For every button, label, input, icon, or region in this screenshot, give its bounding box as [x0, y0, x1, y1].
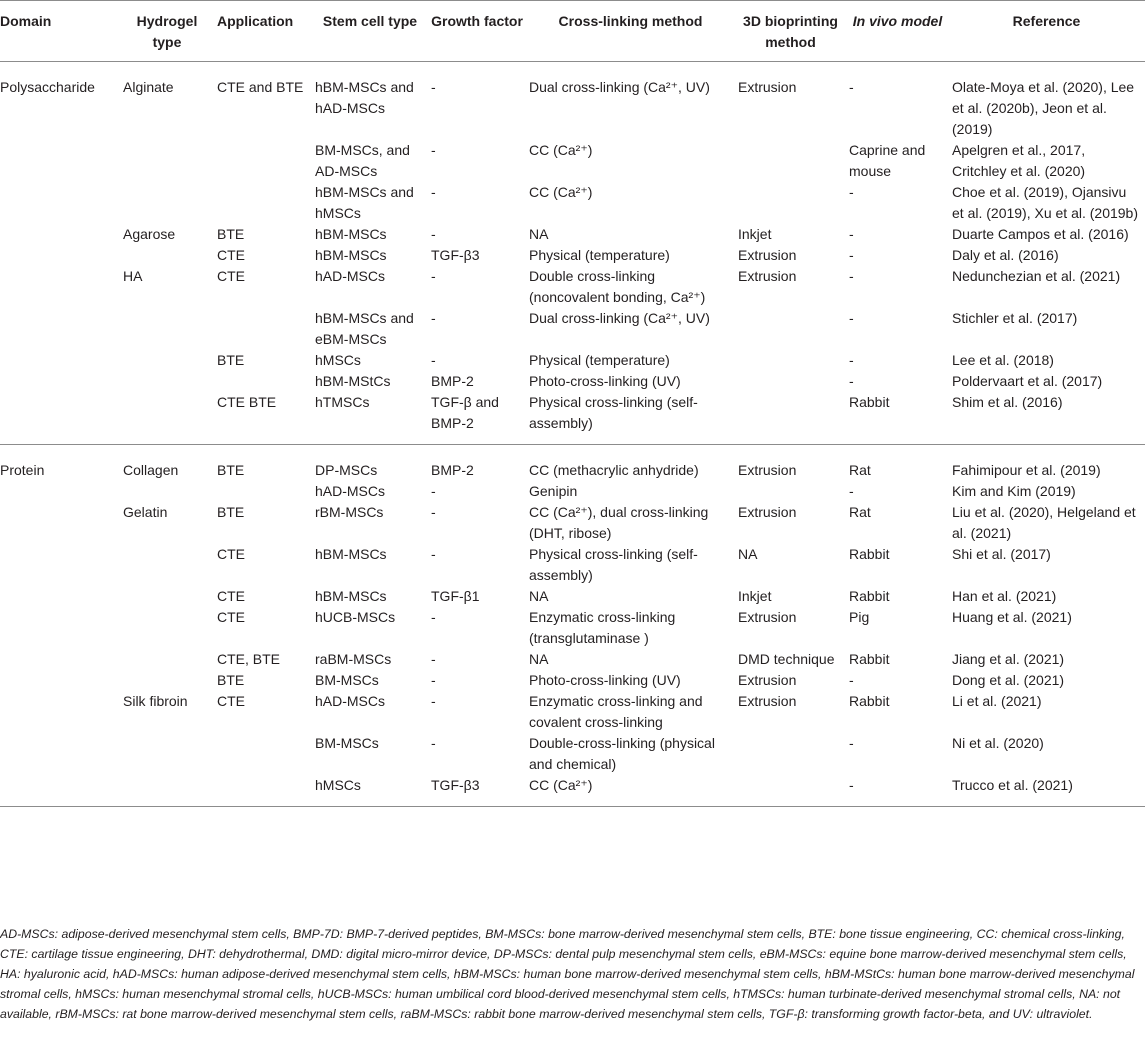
cell-hydrogel-type [121, 775, 215, 807]
cell-cross-linking-method: CC (Ca²⁺) [529, 777, 593, 793]
cell-growth-factor: - [431, 672, 436, 688]
cell-growth-factor: TGF-β1 [431, 588, 480, 604]
cell-growth-factor: - [431, 268, 436, 284]
cell-stem-cell-type: hBM-MSCs [315, 546, 387, 562]
cell-reference: Liu et al. (2020), Helgeland et al. (2021) [952, 504, 1136, 541]
table-row [0, 691, 1145, 733]
cell-stem-cell-type: BM-MSCs [315, 672, 379, 688]
cell-growth-factor: BMP-2 [431, 462, 474, 478]
cell-in-vivo-model: - [849, 672, 854, 688]
cell-hydrogel-type: Agarose [123, 226, 176, 242]
cell-bioprinting-method: DMD technique [738, 651, 835, 667]
cell-hydrogel-type [121, 350, 215, 371]
cell-domain [0, 607, 121, 649]
cell-domain [0, 586, 121, 607]
cell-bioprinting-method: Extrusion [738, 609, 797, 625]
cell-bioprinting-method: Inkjet [738, 226, 772, 242]
cell-bioprinting-method: Extrusion [738, 79, 797, 95]
cell-reference: Duarte Campos et al. (2016) [952, 226, 1129, 242]
table-row [0, 544, 1145, 586]
cell-cross-linking-method: Dual cross-linking (Ca²⁺, UV) [529, 310, 710, 326]
cell-cross-linking-method: Genipin [529, 483, 578, 499]
cell-stem-cell-type: hAD-MSCs [315, 483, 386, 499]
cell-stem-cell-type: hAD-MSCs [315, 268, 386, 284]
cell-hydrogel-type [121, 182, 215, 224]
cell-in-vivo-model: Rabbit [849, 546, 890, 562]
cell-stem-cell-type: hBM-MSCs [315, 226, 387, 242]
cell-domain [0, 670, 121, 691]
cell-domain [0, 308, 121, 350]
cell-application [215, 308, 313, 350]
table-row [0, 245, 1145, 266]
cell-bioprinting-method: Extrusion [738, 462, 797, 478]
cell-stem-cell-type: hBM-MSCs and hMSCs [315, 184, 414, 221]
cell-in-vivo-model: - [849, 79, 854, 95]
cell-growth-factor: - [431, 483, 436, 499]
cell-domain [0, 502, 121, 544]
cell-bioprinting-method [736, 775, 847, 807]
cell-stem-cell-type: raBM-MSCs [315, 651, 392, 667]
cell-growth-factor: BMP-2 [431, 373, 474, 389]
cell-growth-factor: - [431, 693, 436, 709]
cell-cross-linking-method: Physical (temperature) [529, 247, 670, 263]
cell-application: CTE [217, 268, 245, 284]
cell-application: BTE [217, 672, 245, 688]
cell-cross-linking-method: CC (Ca²⁺), dual cross-linking (DHT, ribose) [529, 504, 709, 541]
cell-cross-linking-method: NA [529, 226, 549, 242]
table-row [0, 733, 1145, 775]
cell-reference: Shi et al. (2017) [952, 546, 1051, 562]
cell-reference: Nedunchezian et al. (2021) [952, 268, 1121, 284]
cell-in-vivo-model: - [849, 226, 854, 242]
cell-reference: Jiang et al. (2021) [952, 651, 1065, 667]
cell-growth-factor: - [431, 184, 436, 200]
cell-hydrogel-type [121, 481, 215, 502]
cell-reference: Daly et al. (2016) [952, 247, 1059, 263]
cell-cross-linking-method: Enzymatic cross-linking and covalent cross-linking [529, 693, 703, 730]
cell-reference: Choe et al. (2019), Ojansivu et al. (2019), Xu et al. (2019b) [952, 184, 1138, 221]
cell-stem-cell-type: hTMSCs [315, 394, 370, 410]
cell-reference: Li et al. (2021) [952, 693, 1042, 709]
cell-domain [0, 140, 121, 182]
table-row [0, 481, 1145, 502]
cell-hydrogel-type [121, 245, 215, 266]
cell-reference: Ni et al. (2020) [952, 735, 1044, 751]
cell-bioprinting-method [736, 481, 847, 502]
cell-hydrogel-type [121, 308, 215, 350]
cell-domain [0, 392, 121, 445]
cell-bioprinting-method [736, 308, 847, 350]
cell-reference: Apelgren et al., 2017, Critchley et al. (2020) [952, 142, 1086, 179]
cell-in-vivo-model: - [849, 268, 854, 284]
cell-domain [0, 266, 121, 308]
cell-cross-linking-method: Photo-cross-linking (UV) [529, 373, 681, 389]
cell-stem-cell-type: hMSCs [315, 352, 361, 368]
cell-bioprinting-method: Inkjet [738, 588, 772, 604]
cell-domain [0, 371, 121, 392]
cell-in-vivo-model: Rat [849, 462, 871, 478]
table-row [0, 182, 1145, 224]
cell-application [215, 775, 313, 807]
cell-in-vivo-model: Rat [849, 504, 871, 520]
cell-stem-cell-type: hMSCs [315, 777, 361, 793]
cell-domain [0, 691, 121, 733]
cell-hydrogel-type: Silk fibroin [123, 693, 188, 709]
cell-cross-linking-method: Enzymatic cross-linking (transglutaminase ) [529, 609, 676, 646]
header-cross-linking-method: Cross-linking method [558, 13, 703, 29]
cell-in-vivo-model: Pig [849, 609, 870, 625]
cell-stem-cell-type: DP-MSCs [315, 462, 378, 478]
cell-cross-linking-method: Physical (temperature) [529, 352, 670, 368]
table-row [0, 586, 1145, 607]
cell-reference: Shim et al. (2016) [952, 394, 1063, 410]
cell-in-vivo-model: - [849, 373, 854, 389]
cell-stem-cell-type: hAD-MSCs [315, 693, 386, 709]
cell-bioprinting-method [736, 392, 847, 445]
cell-stem-cell-type: hBM-MStCs [315, 373, 391, 389]
cell-application: CTE [217, 247, 245, 263]
table-row [0, 308, 1145, 350]
cell-in-vivo-model: Rabbit [849, 588, 890, 604]
cell-reference: Han et al. (2021) [952, 588, 1057, 604]
header-in-vivo-model: In vivo model [852, 13, 943, 29]
cell-hydrogel-type [121, 586, 215, 607]
cell-reference: Kim and Kim (2019) [952, 483, 1076, 499]
table-row [0, 445, 1145, 482]
cell-bioprinting-method: NA [738, 546, 758, 562]
cell-domain [0, 544, 121, 586]
cell-stem-cell-type: BM-MSCs [315, 735, 379, 751]
cell-in-vivo-model: - [849, 735, 854, 751]
table-row [0, 62, 1145, 141]
cell-application: BTE [217, 226, 245, 242]
cell-application: CTE [217, 609, 245, 625]
cell-growth-factor: - [431, 609, 436, 625]
table-body [0, 62, 1145, 807]
header-bioprinting-method: 3D bioprinting method [743, 13, 838, 50]
header-domain: Domain [0, 13, 52, 29]
cell-in-vivo-model: Rabbit [849, 693, 890, 709]
cell-cross-linking-method: Double cross-linking (noncovalent bonding, Ca²⁺) [529, 268, 706, 305]
cell-domain [0, 224, 121, 245]
cell-application: CTE [217, 693, 245, 709]
cell-stem-cell-type: hBM-MSCs [315, 588, 387, 604]
cell-cross-linking-method: Photo-cross-linking (UV) [529, 672, 681, 688]
cell-reference: Stichler et al. (2017) [952, 310, 1078, 326]
cell-hydrogel-type [121, 392, 215, 445]
cell-application: CTE and BTE [217, 79, 304, 95]
cell-application: CTE [217, 588, 245, 604]
cell-growth-factor: - [431, 142, 436, 158]
cell-application [215, 140, 313, 182]
cell-domain: Polysaccharide [0, 79, 95, 95]
cell-hydrogel-type: Collagen [123, 462, 179, 478]
cell-growth-factor: - [431, 504, 436, 520]
cell-reference: Huang et al. (2021) [952, 609, 1072, 625]
cell-domain [0, 245, 121, 266]
cell-growth-factor: - [431, 546, 436, 562]
table-row [0, 371, 1145, 392]
cell-domain: Protein [0, 462, 45, 478]
cell-stem-cell-type: hBM-MSCs and eBM-MSCs [315, 310, 414, 347]
cell-application: CTE [217, 546, 245, 562]
cell-application: BTE [217, 462, 245, 478]
cell-bioprinting-method: Extrusion [738, 247, 797, 263]
cell-growth-factor: TGF-β and BMP-2 [431, 394, 499, 431]
cell-reference: Lee et al. (2018) [952, 352, 1054, 368]
cell-domain [0, 350, 121, 371]
cell-stem-cell-type: hBM-MSCs [315, 247, 387, 263]
cell-application: BTE [217, 504, 245, 520]
cell-application [215, 371, 313, 392]
table-row [0, 224, 1145, 245]
cell-in-vivo-model: Rabbit [849, 394, 890, 410]
cell-in-vivo-model: - [849, 777, 854, 793]
cell-bioprinting-method [736, 733, 847, 775]
cell-reference: Fahimipour et al. (2019) [952, 462, 1101, 478]
cell-stem-cell-type: rBM-MSCs [315, 504, 384, 520]
cell-domain [0, 649, 121, 670]
cell-in-vivo-model: Rabbit [849, 651, 890, 667]
cell-growth-factor: - [431, 651, 436, 667]
cell-reference: Dong et al. (2021) [952, 672, 1065, 688]
cell-reference: Trucco et al. (2021) [952, 777, 1073, 793]
table-row [0, 670, 1145, 691]
cell-in-vivo-model: - [849, 310, 854, 326]
cell-bioprinting-method: Extrusion [738, 504, 797, 520]
cell-growth-factor: - [431, 310, 436, 326]
cell-hydrogel-type [121, 544, 215, 586]
cell-domain [0, 182, 121, 224]
cell-application: BTE [217, 352, 245, 368]
cell-reference: Olate-Moya et al. (2020), Lee et al. (2020b), Jeon et al. (2019) [952, 79, 1135, 137]
table-row [0, 140, 1145, 182]
cell-bioprinting-method [736, 371, 847, 392]
cell-in-vivo-model: - [849, 184, 854, 200]
cell-cross-linking-method: CC (methacrylic anhydride) [529, 462, 699, 478]
header-application: Application [217, 13, 294, 29]
cell-hydrogel-type [121, 371, 215, 392]
table-row [0, 392, 1145, 445]
cell-bioprinting-method [736, 140, 847, 182]
cell-bioprinting-method: Extrusion [738, 268, 797, 284]
cell-growth-factor: - [431, 735, 436, 751]
cell-in-vivo-model: - [849, 247, 854, 263]
cell-application [215, 481, 313, 502]
cell-in-vivo-model: - [849, 483, 854, 499]
cell-hydrogel-type [121, 670, 215, 691]
cell-cross-linking-method: Double-cross-linking (physical and chemical) [529, 735, 715, 772]
cell-cross-linking-method: CC (Ca²⁺) [529, 142, 593, 158]
header-reference: Reference [1012, 13, 1081, 29]
cell-stem-cell-type: hUCB-MSCs [315, 609, 396, 625]
cell-domain [0, 481, 121, 502]
table-header [0, 1, 1145, 62]
cell-growth-factor: TGF-β3 [431, 247, 480, 263]
cell-domain [0, 733, 121, 775]
table-row [0, 607, 1145, 649]
table-row [0, 775, 1145, 807]
cell-bioprinting-method [736, 350, 847, 371]
cell-hydrogel-type: HA [123, 268, 143, 284]
cell-application [215, 733, 313, 775]
cell-growth-factor: TGF-β3 [431, 777, 480, 793]
cell-growth-factor: - [431, 352, 436, 368]
cell-application: CTE BTE [217, 394, 277, 410]
table-row [0, 649, 1145, 670]
header-growth-factor: Growth factor [431, 13, 523, 29]
cell-stem-cell-type: BM-MSCs, and AD-MSCs [315, 142, 410, 179]
cell-bioprinting-method [736, 182, 847, 224]
table-row [0, 350, 1145, 371]
header-stem-cell-type: Stem cell type [322, 13, 418, 29]
cell-reference: Poldervaart et al. (2017) [952, 373, 1103, 389]
cell-application [215, 182, 313, 224]
cell-stem-cell-type: hBM-MSCs and hAD-MSCs [315, 79, 414, 116]
cell-domain [0, 775, 121, 807]
header-hydrogel-type: Hydrogel type [136, 13, 198, 50]
table-row [0, 502, 1145, 544]
cell-in-vivo-model: Caprine and mouse [849, 142, 926, 179]
cell-hydrogel-type [121, 140, 215, 182]
cell-hydrogel-type: Alginate [123, 79, 174, 95]
table-row [0, 266, 1145, 308]
cell-cross-linking-method: Physical cross-linking (self-assembly) [529, 546, 698, 583]
cell-hydrogel-type [121, 607, 215, 649]
cell-hydrogel-type [121, 733, 215, 775]
cell-cross-linking-method: Physical cross-linking (self-assembly) [529, 394, 698, 431]
cell-hydrogel-type [121, 649, 215, 670]
cell-in-vivo-model: - [849, 352, 854, 368]
cell-cross-linking-method: NA [529, 588, 549, 604]
cell-hydrogel-type: Gelatin [123, 504, 168, 520]
cell-bioprinting-method: Extrusion [738, 693, 797, 709]
cell-growth-factor: - [431, 226, 436, 242]
cell-bioprinting-method: Extrusion [738, 672, 797, 688]
cell-application: CTE, BTE [217, 651, 281, 667]
cell-cross-linking-method: NA [529, 651, 549, 667]
cell-cross-linking-method: CC (Ca²⁺) [529, 184, 593, 200]
table-footnote: AD-MSCs: adipose-derived mesenchymal stem cells, BMP-7D: BMP-7-derived peptides, BM-MSCs: bone marrow-derived mesenchymal stem cells, BTE: bone tissue engineering, CC: chemical cross-linking, CTE: cartilage tissue engineering, DHT: dehydrothermal, DMD: digital micro-mirror device, DP-MSCs: dental pulp mesenchymal stem cells, eBM-MSCs: equine bone marrow-derived mesenchymal stem cells, HA: hyaluronic acid, hAD-MSCs: human adipose-derived mesenchymal stem cells, hBM-MSCs: human bone marrow-derived mesenchymal stem cells, hBM-MStCs: human bone marrow-derived mesenchymal stromal cells, hMSCs: human mesenchymal stromal cells, hUCB-MSCs: human umbilical cord blood-derived mesenchymal stem cells, hTMSCs: human turbinate-derived mesenchymal stromal cells, NA: not available, rBM-MSCs: rat bone marrow-derived mesenchymal stem cells, raBM-MSCs: rabbit bone marrow-derived mesenchymal stem cells, TGF-β: transforming growth factor-beta, and UV: ultraviolet. [0, 927, 1135, 1021]
cell-cross-linking-method: Dual cross-linking (Ca²⁺, UV) [529, 79, 710, 95]
cell-growth-factor: - [431, 79, 436, 95]
